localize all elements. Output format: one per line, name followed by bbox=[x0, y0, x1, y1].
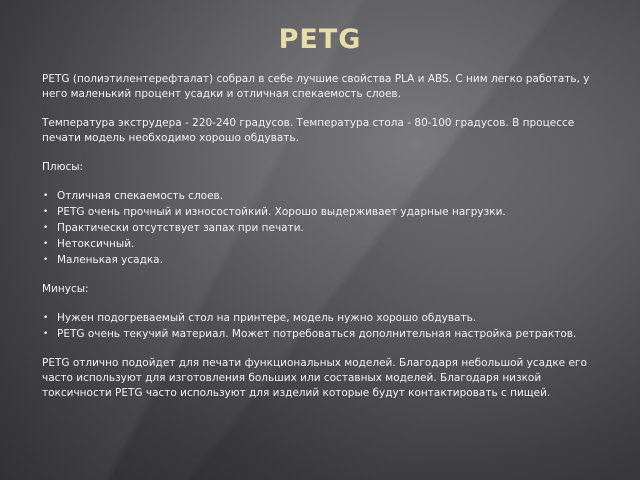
temperature-paragraph: Температура экструдера - 220-240 градусов. Температура стола - 80-100 градусов. В процессе печати модель необходимо хорошо обдувать. bbox=[42, 117, 575, 144]
bullet-icon: • bbox=[43, 207, 49, 217]
conclusion-paragraph: PETG отлично подойдет для печати функциональных моделей. Благодаря небольшой усадке его часто используют для изготовления больших или составных моделей. Благодаря низкой токсичности PETG часто используют для изделий которые будут контактировать с пищей. bbox=[42, 357, 587, 399]
pros-item-text: Нетоксичный. bbox=[57, 238, 135, 250]
bullet-icon: • bbox=[43, 223, 49, 233]
slide-content bbox=[42, 72, 608, 415]
bullet-icon: • bbox=[43, 313, 49, 323]
cons-item-text: Нужен подогреваемый стол на принтере, модель нужно хорошо обдувать. bbox=[57, 312, 477, 324]
list-item bbox=[42, 327, 608, 342]
list-item bbox=[42, 205, 608, 220]
list-item bbox=[42, 221, 608, 236]
cons-label: Минусы: bbox=[42, 283, 89, 295]
list-item bbox=[42, 237, 608, 252]
list-item bbox=[42, 311, 608, 326]
bullet-icon: • bbox=[43, 191, 49, 201]
pros-item-text: Практически отсутствует запах при печати. bbox=[57, 222, 304, 234]
bullet-icon: • bbox=[43, 329, 49, 339]
pros-item-text: Маленькая усадка. bbox=[57, 254, 163, 266]
bullet-icon: • bbox=[43, 239, 49, 249]
bullet-icon: • bbox=[43, 255, 49, 265]
cons-list bbox=[42, 311, 608, 342]
pros-label: Плюсы: bbox=[42, 161, 84, 173]
list-item bbox=[42, 253, 608, 268]
pros-item-text: PETG очень прочный и износостойкий. Хорошо выдерживает ударные нагрузки. bbox=[57, 206, 506, 218]
pros-item-text: Отличная спекаемость слоев. bbox=[57, 190, 224, 202]
intro-paragraph: PETG (полиэтилентерефталат) собрал в себе лучшие свойства PLA и ABS. С ним легко работать, у него маленький процент усадки и отличная спекаемость слоев. bbox=[42, 73, 590, 100]
slide-title: PETG bbox=[278, 24, 362, 55]
pros-list bbox=[42, 189, 608, 268]
cons-item-text: PETG очень текучий материал. Может потребоваться дополнительная настройка ретрактов. bbox=[57, 328, 577, 340]
list-item bbox=[42, 189, 608, 204]
